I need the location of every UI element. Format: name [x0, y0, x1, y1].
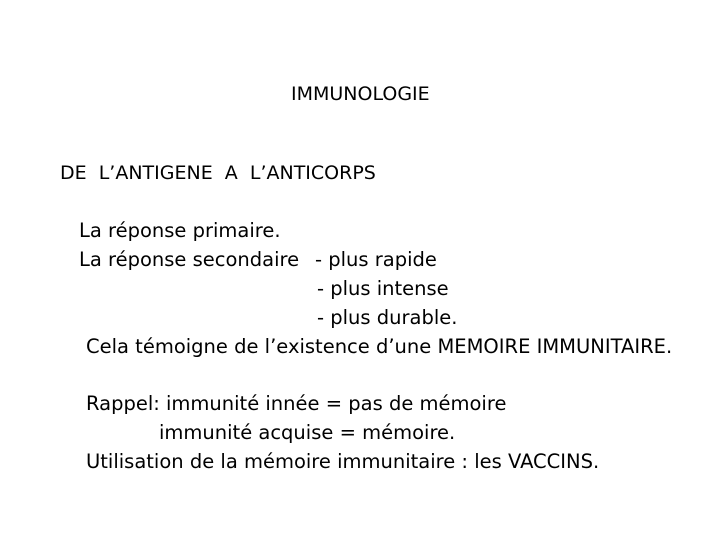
primary-response-line: La réponse primaire.	[79, 219, 281, 242]
recall-line-indented: immunité acquise = mémoire.	[159, 421, 456, 444]
vaccines-line: Utilisation de la mémoire immunitaire : les VACCINS.	[86, 450, 600, 473]
slide-title: IMMUNOLOGIE	[291, 83, 430, 105]
slide-subtitle: DE L’ANTIGENE A L’ANTICORPS	[60, 162, 376, 184]
quality-item: - plus intense	[317, 277, 449, 300]
recall-line: Rappel: immunité innée = pas de mémoire	[86, 392, 507, 415]
conclusion-line: Cela témoigne de l’existence d’une MEMOIRE IMMUNITAIRE.	[86, 335, 673, 358]
secondary-response-line: La réponse secondaire	[79, 248, 300, 271]
quality-item: - plus durable.	[317, 306, 458, 329]
quality-item: - plus rapide	[315, 248, 437, 271]
